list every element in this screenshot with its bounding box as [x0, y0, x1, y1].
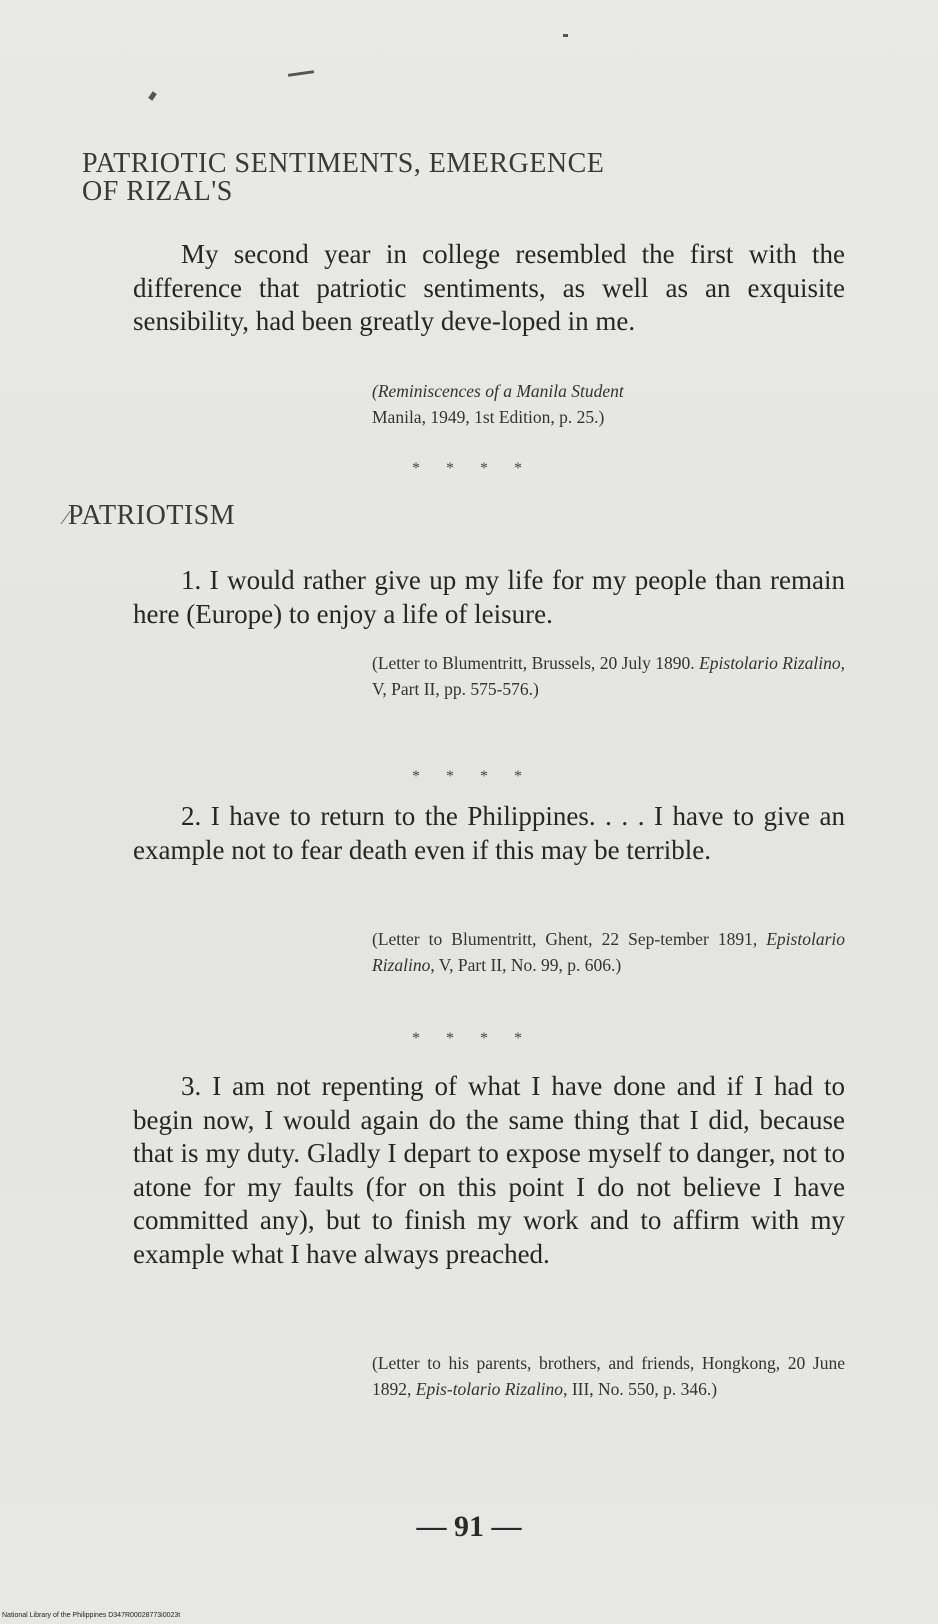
- ink-mark: [148, 91, 157, 100]
- page-number: — 91 —: [416, 1510, 522, 1543]
- citation-work: Epistolario Rizalino: [372, 929, 845, 975]
- citation-post: , V, Part II, No. 99, p. 606.): [430, 955, 622, 975]
- heading-line-2: OF RIZAL'S: [82, 176, 233, 207]
- citation-work: Epistolario Rizalino: [699, 653, 841, 673]
- citation-reminiscences: [372, 378, 845, 430]
- heading-text: PATRIOTISM: [67, 500, 236, 531]
- quote-item-2: 2. I have to return to the Philippines. . . . I have to give an example not to fear death even if this may be terrible.: [133, 801, 845, 865]
- quote-item-1: 1. I would rather give up my life for my people than remain here (Europe) to enjoy a life of leisure.: [133, 565, 845, 629]
- citation-pre: (Letter to Blumentritt, Ghent, 22 Sep-tember 1891,: [372, 929, 767, 949]
- ink-mark: [563, 34, 568, 37]
- citation-pre: (Letter to his parents, brothers, and friends, Hongkong, 20 June 1892,: [372, 1353, 845, 1399]
- citation-pre: (Letter to Blumentritt, Brussels, 20 July 1890.: [372, 653, 700, 673]
- citation-item-1: [372, 650, 845, 702]
- citation-work: Epis-tolario Rizalino: [415, 1379, 564, 1399]
- separator-stars: * * * *: [412, 1030, 533, 1047]
- separator-stars: * * * *: [412, 460, 533, 477]
- check-mark-icon: ⁄: [64, 507, 68, 529]
- citation-detail: Manila, 1949, 1st Edition, p. 25.): [372, 407, 605, 427]
- citation-item-3: [372, 1350, 845, 1402]
- citation-title: (Reminiscences of a Manila Student: [372, 381, 624, 401]
- separator-stars: * * * *: [412, 768, 533, 785]
- citation-item-2: [372, 926, 845, 978]
- archive-footer: National Library of the Philippines D347R00028773i0023t: [2, 1612, 181, 1619]
- section-heading-patriotism: [64, 502, 235, 532]
- citation-post: , III, No. 550, p. 346.): [563, 1379, 718, 1399]
- section-heading-patriotic-sentiments: [82, 150, 604, 206]
- citation-post: , V, Part II, pp. 575-576.): [372, 653, 845, 699]
- quote-item-3: 3. I am not repenting of what I have done and if I had to begin now, I would again do the same thing that I did, because that is my duty. Gladly I depart to expose myself to danger, not to atone for my faults (for on this point I do not believe I have committed any), but to finish my work and to affirm with my example what I have always preached.: [133, 1071, 845, 1269]
- paragraph-second-year: My second year in college resembled the first with the difference that patriotic sentiments, as well as an exquisite sensibility, had been greatly deve-loped in me.: [133, 239, 845, 336]
- heading-line-1: PATRIOTIC SENTIMENTS, EMERGENCE: [82, 148, 605, 179]
- ink-mark: [288, 70, 314, 77]
